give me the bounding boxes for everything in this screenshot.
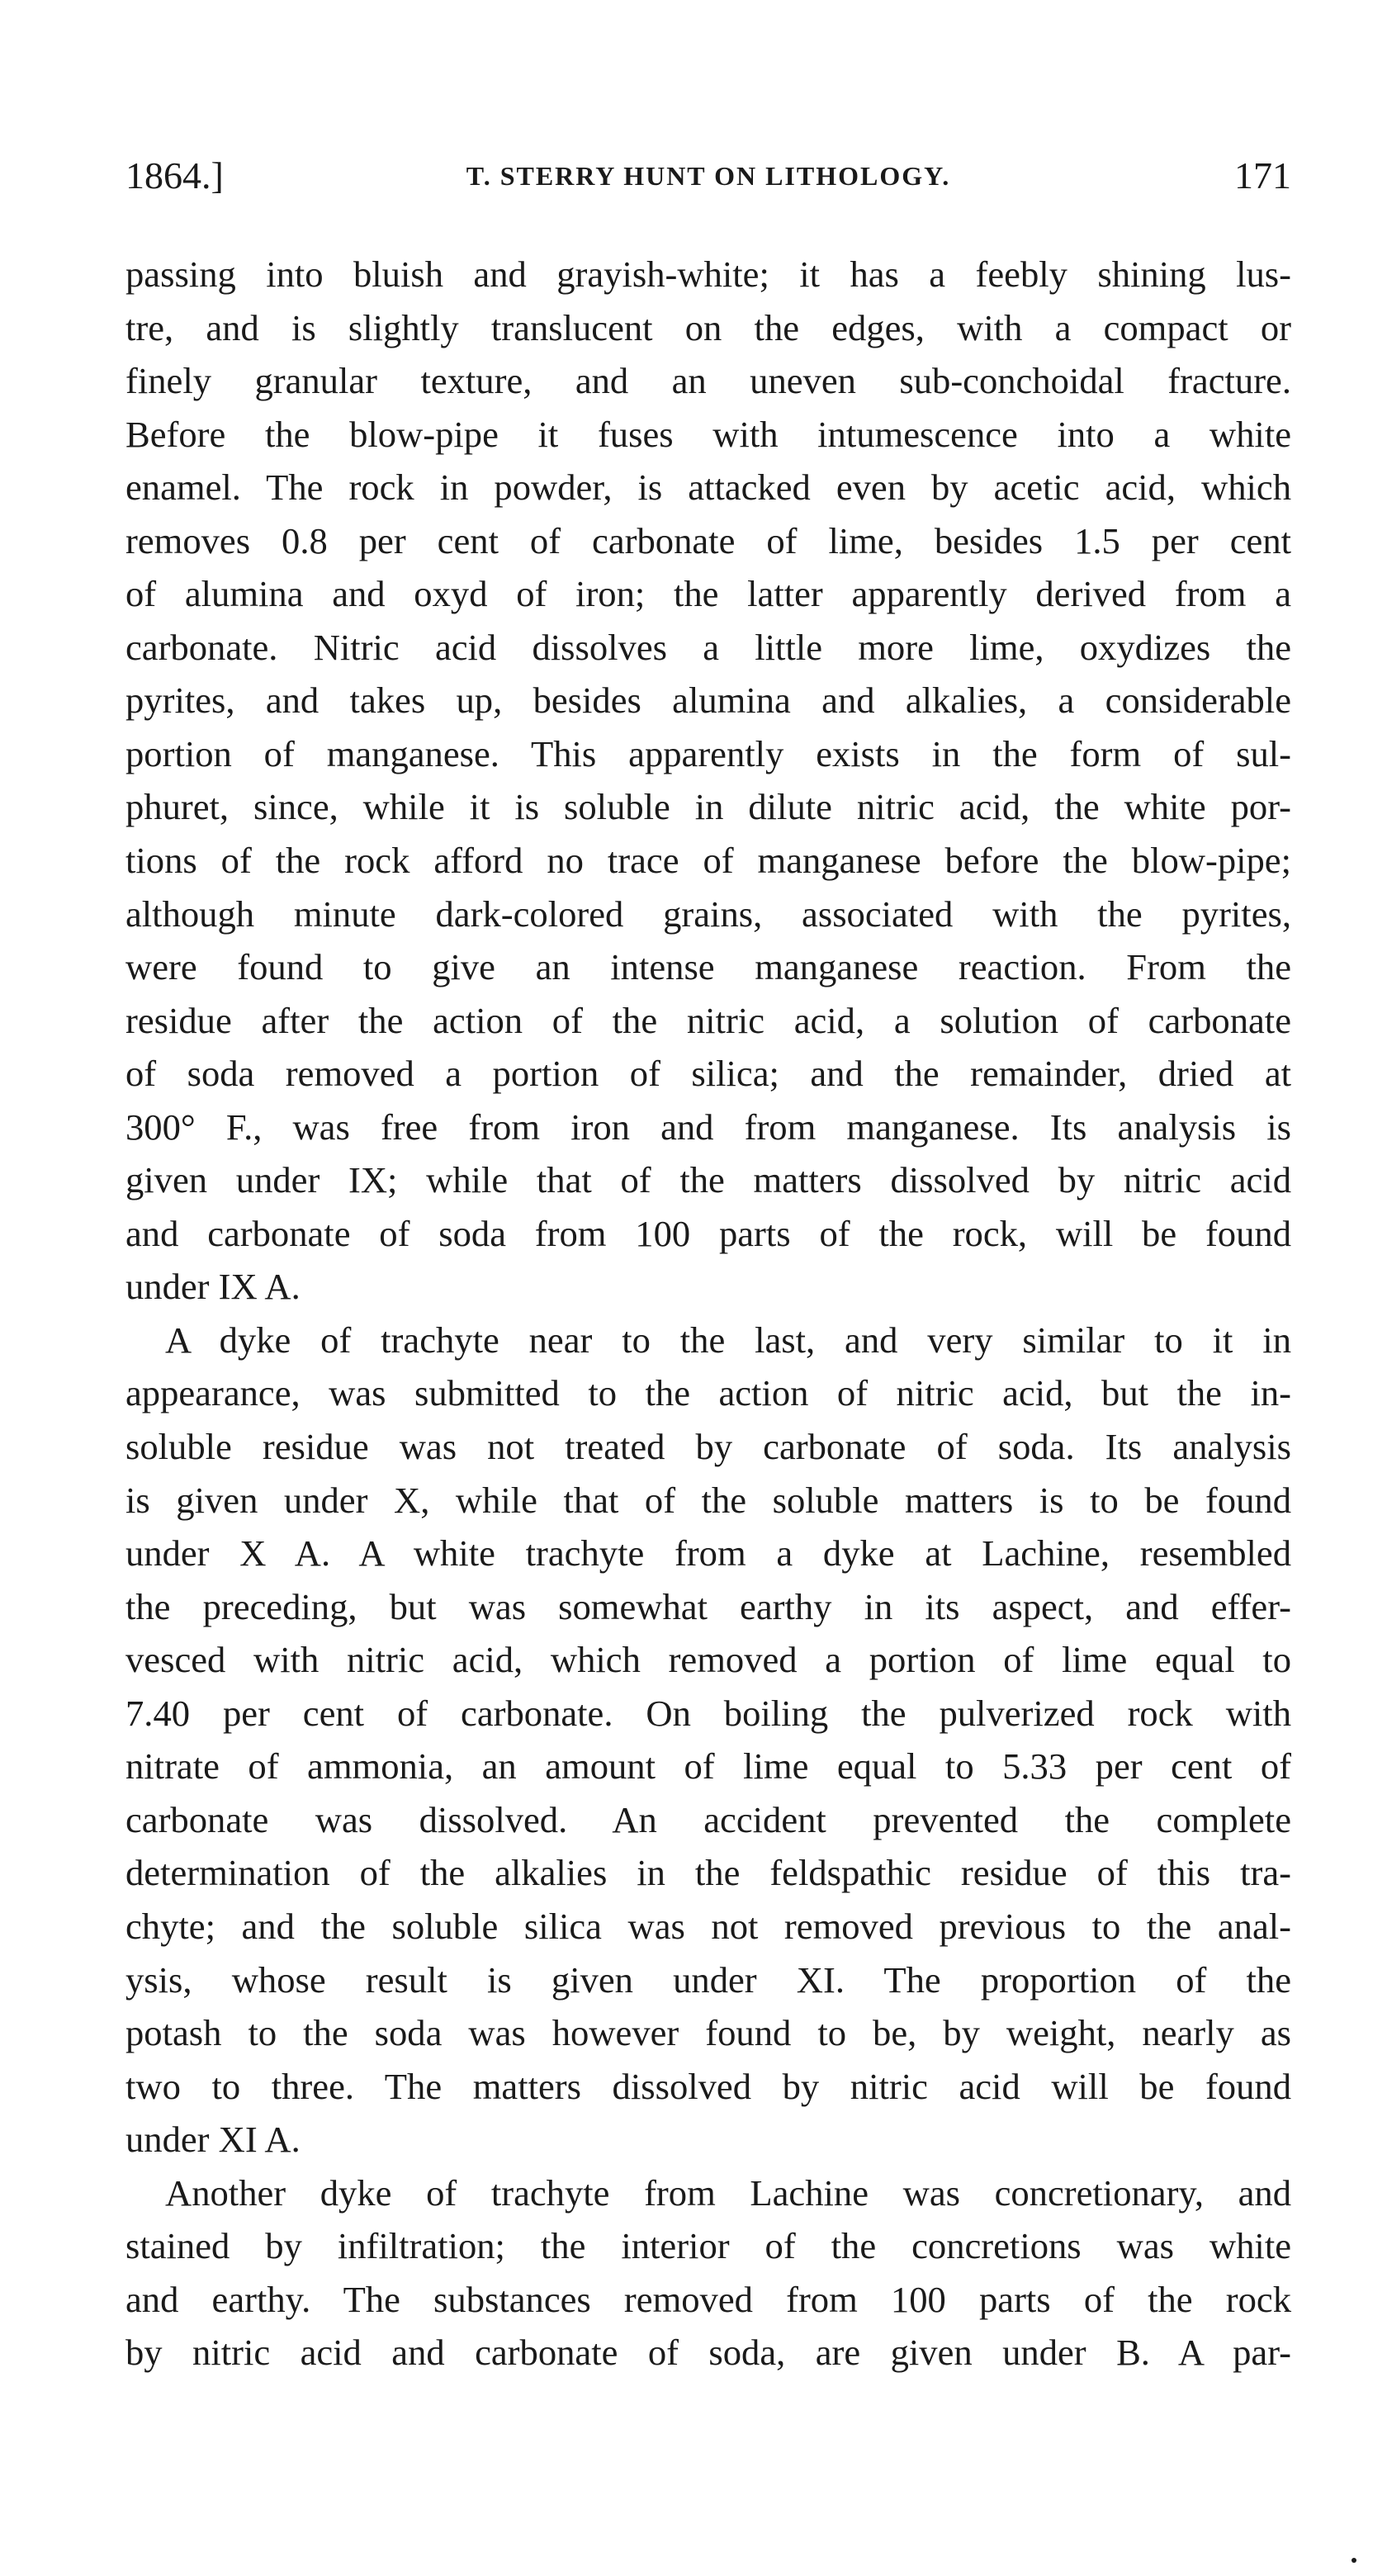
text-line: two to three. The matters dissolved by nitric acid will be found <box>125 2065 1291 2107</box>
text-line: appearance, was submitted to the action of nitric acid, but the in- <box>125 1372 1291 1414</box>
text-line: tions of the rock afford no trace of manganese before the blow-pipe; <box>125 840 1291 882</box>
text-line: nitrate of ammonia, an amount of lime equal to 5.33 per cent of <box>125 1745 1291 1788</box>
text-line: Another dyke of trachyte from Lachine was concretionary, and <box>165 2171 1291 2214</box>
text-line: soluble residue was not treated by carbonate of soda. Its analysis <box>125 1426 1291 1468</box>
page-number: 171 <box>1234 154 1291 197</box>
text-line: determination of the alkalies in the feldspathic residue of this tra- <box>125 1852 1291 1894</box>
text-line: finely granular texture, and an uneven sub-conchoidal fracture. <box>125 360 1291 402</box>
text-line: under XI A. <box>125 2119 301 2161</box>
text-line: is given under X, while that of the soluble matters is to be found <box>125 1479 1291 1521</box>
paragraph <box>125 1314 1291 2166</box>
text-line: carbonate. Nitric acid dissolves a little more lime, oxydizes the <box>125 626 1291 668</box>
text-line: passing into bluish and grayish-white; it has a feebly shining lus- <box>125 253 1291 295</box>
text-line: although minute dark-colored grains, associated with the pyrites, <box>125 893 1291 935</box>
paragraph <box>125 2166 1291 2379</box>
text-line: of alumina and oxyd of iron; the latter apparently derived from a <box>125 573 1291 615</box>
text-line: ysis, whose result is given under XI. The proportion of the <box>125 1958 1291 2001</box>
text-line: under X A. A white trachyte from a dyke at Lachine, resembled <box>125 1532 1291 1574</box>
text-line: phuret, since, while it is soluble in dilute nitric acid, the white por- <box>125 786 1291 828</box>
text-line: of soda removed a portion of silica; and the remainder, dried at <box>125 1053 1291 1095</box>
text-line: enamel. The rock in powder, is attacked even by acetic acid, which <box>125 466 1291 509</box>
text-line: potash to the soda was however found to be, by weight, nearly as <box>125 2012 1291 2054</box>
text-line: the preceding, but was somewhat earthy in its aspect, and effer- <box>125 1585 1291 1627</box>
text-line: were found to give an intense manganese reaction. From the <box>125 946 1291 988</box>
text-line: stained by infiltration; the interior of the concretions was white <box>125 2225 1291 2267</box>
text-line: A dyke of trachyte near to the last, and very similar to it in <box>165 1319 1291 1361</box>
text-line: and earthy. The substances removed from 100 parts of the rock <box>125 2278 1291 2320</box>
print-mark <box>1351 2558 1356 2563</box>
text-line: removes 0.8 per cent of carbonate of lime, besides 1.5 per cent <box>125 519 1291 561</box>
text-line: vesced with nitric acid, which removed a portion of lime equal to <box>125 1639 1291 1681</box>
header-title: T. STERRY HUNT ON LITHOLOGY. <box>466 161 951 191</box>
paragraph <box>125 248 1291 1314</box>
text-line: portion of manganese. This apparently exists in the form of sul- <box>125 732 1291 774</box>
text-line: tre, and is slightly translucent on the edges, with a compact or <box>125 306 1291 348</box>
text-line: pyrites, and takes up, besides alumina and alkalies, a considerable <box>125 680 1291 722</box>
body-text <box>125 248 1291 2379</box>
header-year: 1864.] <box>125 154 224 197</box>
text-line: given under IX; while that of the matters dissolved by nitric acid <box>125 1159 1291 1201</box>
text-line: carbonate was dissolved. An accident prevented the complete <box>125 1798 1291 1840</box>
text-line: 300° F., was free from iron and from manganese. Its analysis is <box>125 1106 1291 1148</box>
text-line: 7.40 per cent of carbonate. On boiling the pulverized rock with <box>125 1692 1291 1734</box>
text-line: by nitric acid and carbonate of soda, are given under B. A par- <box>125 2332 1291 2374</box>
text-line: Before the blow-pipe it fuses with intumescence into a white <box>125 413 1291 455</box>
text-line: and carbonate of soda from 100 parts of the rock, will be found <box>125 1212 1291 1254</box>
text-line: residue after the action of the nitric acid, a solution of carbonate <box>125 999 1291 1041</box>
running-header <box>125 150 1291 201</box>
text-line: under IX A. <box>125 1266 301 1308</box>
text-line: chyte; and the soluble silica was not removed previous to the anal- <box>125 1905 1291 1947</box>
